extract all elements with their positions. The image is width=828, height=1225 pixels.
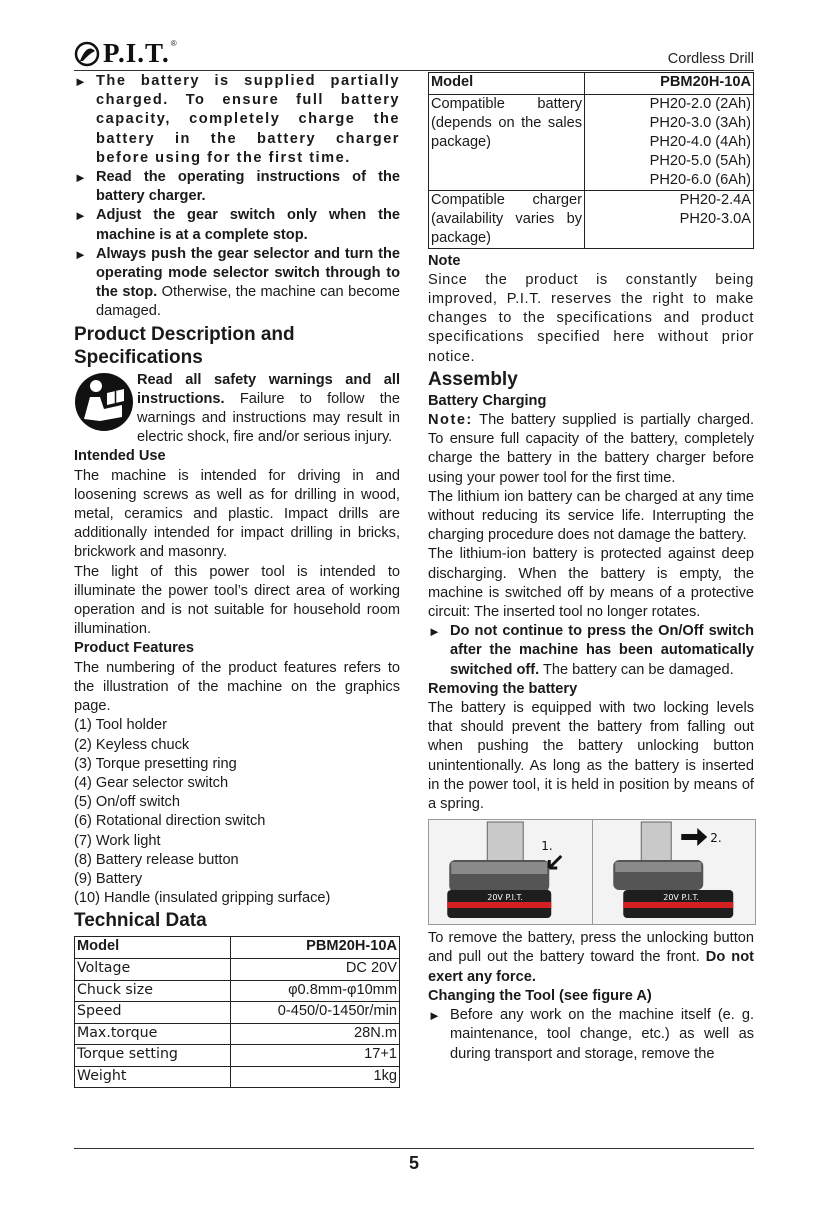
brand-logo	[74, 38, 177, 69]
table-cell-label: Max.torque	[75, 1023, 231, 1045]
bullet-bold-text: Do not continue to press the On/Off switch after the machine has been automatically switched off.	[450, 623, 754, 678]
bullet-bold-text: Adjust the gear switch only when the machine is at a complete stop.	[96, 207, 400, 243]
charger-option: PH20-2.4A	[679, 191, 751, 208]
warning-bold-text: Read all safety warnings and all instructions.	[137, 371, 400, 407]
bullet-item	[428, 1006, 754, 1064]
charging-paragraph-2: The lithium ion battery can be charged at any time without reducing its service life. Interrupting the charging procedure does not damage the battery.	[428, 488, 754, 544]
battery-option: PH20-3.0 (3Ah)	[649, 114, 751, 131]
arrow-bullet-icon: ►	[74, 170, 87, 186]
step-2-label: 2.	[709, 831, 722, 846]
removing-paragraph-2	[428, 929, 754, 987]
feature-item: (3) Torque presetting ring	[74, 755, 237, 772]
charger-option: PH20-3.0A	[679, 210, 751, 227]
table-row	[429, 94, 754, 190]
table-cell-label: Chuck size	[75, 980, 231, 1002]
intended-use-paragraph-2: The light of this power tool is intended to illuminate the power tool’s direct area of working operation and is not suitable for household room illumination.	[74, 563, 400, 638]
bullet-normal-text: Before any work on the machine itself (e. g. maintenance, tool change, etc.) as well as during transport and storage, remove the	[450, 1007, 754, 1062]
brand-name: P.I.T.	[103, 38, 170, 68]
battery-option: PH20-2.0 (2Ah)	[649, 95, 751, 112]
drill-battery-illustration	[429, 820, 592, 924]
battery-option: PH20-5.0 (5Ah)	[649, 152, 751, 169]
table-cell-label	[429, 190, 585, 248]
battery-label: 20V P.I.T.	[662, 893, 699, 903]
bullet-item	[428, 622, 754, 680]
right-column	[428, 72, 754, 1064]
arrow-bullet-icon: ►	[74, 74, 87, 89]
table-row	[429, 73, 754, 95]
note-paragraph: Since the product is constantly being improved, P.I.T. reserves the right to make changes to the specifications and product specifications specified here without prior notice.	[428, 271, 754, 365]
feature-item: (5) On/off switch	[74, 794, 180, 811]
compatible-charger-label: Compatible charger (availability varies by package)	[431, 191, 582, 246]
removing-battery-title: Removing the battery	[428, 680, 578, 697]
table-cell-value: PBM20H-10A	[231, 937, 400, 959]
table-cell-value	[585, 190, 754, 248]
table-cell-value: 28N.m	[231, 1023, 400, 1045]
figure-step-1	[429, 820, 592, 924]
arrow-bullet-icon: ►	[428, 624, 441, 640]
table-cell-value: 17+1	[231, 1045, 400, 1067]
arrow-bullet-icon: ►	[74, 208, 87, 224]
arrow-right-icon	[681, 828, 707, 846]
removing-paragraph: The battery is equipped with two locking levels that should prevent the battery from falling out when pushing the battery unlocking button unintentionally. As long as the battery is inserted in the power tool, it is held in position by means of a spring.	[428, 700, 754, 813]
charging-paragraph-3: The lithium-ion battery is protected against deep discharging. When the battery is empty, the machine is switched off by means of a protective circuit: The inserted tool no longer rotates.	[428, 546, 754, 621]
left-column	[74, 72, 400, 1088]
table-row	[75, 937, 400, 959]
table-cell-label: Model	[75, 937, 231, 959]
feature-item: (1) Tool holder	[74, 717, 168, 734]
arrow-bullet-icon: ►	[74, 246, 87, 262]
intended-use-paragraph: The machine is intended for driving in and loosening screws as well as for drilling in wood, metal, ceramics and plastic. Impact drills are additionally intended for impact drilling in bricks, brickwork and masonry.	[74, 467, 400, 561]
bullet-normal-text: Otherwise, the machine can become damaged.	[96, 284, 400, 320]
feature-item: (4) Gear selector switch	[74, 774, 229, 791]
assembly-title: Assembly	[428, 368, 518, 390]
intended-use-title: Intended Use	[74, 448, 166, 465]
table-row	[75, 1002, 400, 1024]
arrow-bullet-icon: ►	[428, 1008, 441, 1024]
section-title-product-description: Product Description and Specifications	[74, 323, 295, 368]
battery-option: PH20-6.0 (6Ah)	[649, 171, 751, 188]
bullet-item	[74, 168, 400, 206]
table-cell-value: 1kg	[231, 1066, 400, 1088]
arrow-icon	[549, 856, 561, 868]
header-title: Cordless Drill	[667, 51, 754, 67]
page-number: 5	[408, 1153, 419, 1173]
table-row	[75, 958, 400, 980]
feature-item: (2) Keyless chuck	[74, 736, 190, 753]
feature-item: (10) Handle (insulated gripping surface)	[74, 890, 331, 907]
step-1-label: 1.	[541, 839, 553, 854]
battery-charging-title: Battery Charging	[428, 392, 547, 409]
table-row	[429, 190, 754, 248]
table-cell-label: Voltage	[75, 958, 231, 980]
table-cell-value	[585, 94, 754, 190]
pit-logo-icon	[74, 41, 100, 67]
changing-tool-title: Changing the Tool (see figure A)	[428, 987, 652, 1004]
battery-option: PH20-4.0 (4Ah)	[649, 133, 751, 150]
product-features-intro: The numbering of the product features refers to the illustration of the machine on the graphics page.	[74, 659, 400, 715]
table-cell-value: φ0.8mm-φ10mm	[231, 980, 400, 1002]
table-cell-label	[429, 94, 585, 190]
feature-item: (9) Battery	[74, 870, 143, 887]
removing-bold-text: Do not exert any force.	[428, 949, 754, 985]
feature-item: (8) Battery release button	[74, 851, 239, 868]
bullet-item	[74, 206, 400, 244]
registered-mark: ®	[170, 39, 177, 48]
figure-step-2	[592, 820, 756, 924]
feature-item: (7) Work light	[74, 832, 161, 849]
note-title: Note	[428, 252, 461, 269]
table-row	[75, 1045, 400, 1067]
technical-data-title: Technical Data	[74, 910, 207, 932]
battery-removal-figure	[428, 819, 756, 925]
bullet-normal-text: The battery can be damaged.	[539, 661, 734, 678]
drill-battery-illustration	[593, 820, 756, 924]
bullet-bold-text: The battery is supplied partially charged. To ensure full battery capacity, completely charge the battery in the battery charger before using for the first time.	[96, 73, 400, 166]
technical-data-table	[74, 936, 400, 1088]
bullet-bold-text: Read the operating instructions of the battery charger.	[96, 169, 400, 205]
safety-warning	[74, 371, 400, 448]
warning-text: Failure to follow the warnings and instructions may result in electric shock, fire and/or serious injury.	[137, 390, 400, 446]
table-cell-label: Weight	[75, 1066, 231, 1088]
bullet-bold-text: Always push the gear selector and turn the operating mode selector switch through to the stop.	[96, 245, 400, 301]
header-divider	[74, 70, 754, 71]
table-row	[75, 1066, 400, 1088]
table-row	[75, 980, 400, 1002]
product-features-title: Product Features	[74, 640, 195, 657]
read-manual-icon	[74, 371, 134, 433]
table-cell-label: Model	[429, 73, 585, 95]
footer-divider	[74, 1148, 754, 1149]
battery-label: 20V P.I.T.	[487, 893, 523, 903]
table-cell-value: DC 20V	[231, 958, 400, 980]
feature-item: (6) Rotational direction switch	[74, 813, 266, 830]
bullet-item	[74, 245, 400, 322]
compatible-battery-label: Compatible battery (depends on the sales package)	[431, 95, 582, 150]
compatibility-table	[428, 72, 754, 249]
table-cell-label: Speed	[75, 1002, 231, 1024]
table-cell-value: 0-450/0-1450r/min	[231, 1002, 400, 1024]
table-row	[75, 1023, 400, 1045]
charging-note-text: The battery supplied is partially charged. To ensure full capacity of the battery, completely charge the battery in the battery charger before using your power tool for the first time.	[428, 412, 754, 486]
charging-note-paragraph	[428, 411, 754, 488]
bullet-item	[74, 72, 400, 168]
table-cell-value: PBM20H-10A	[585, 73, 754, 95]
table-cell-label: Torque setting	[75, 1045, 231, 1067]
removing-text: To remove the battery, press the unlocking button and pull out the battery toward the front.	[428, 930, 754, 966]
charging-note-label: Note:	[428, 412, 473, 429]
